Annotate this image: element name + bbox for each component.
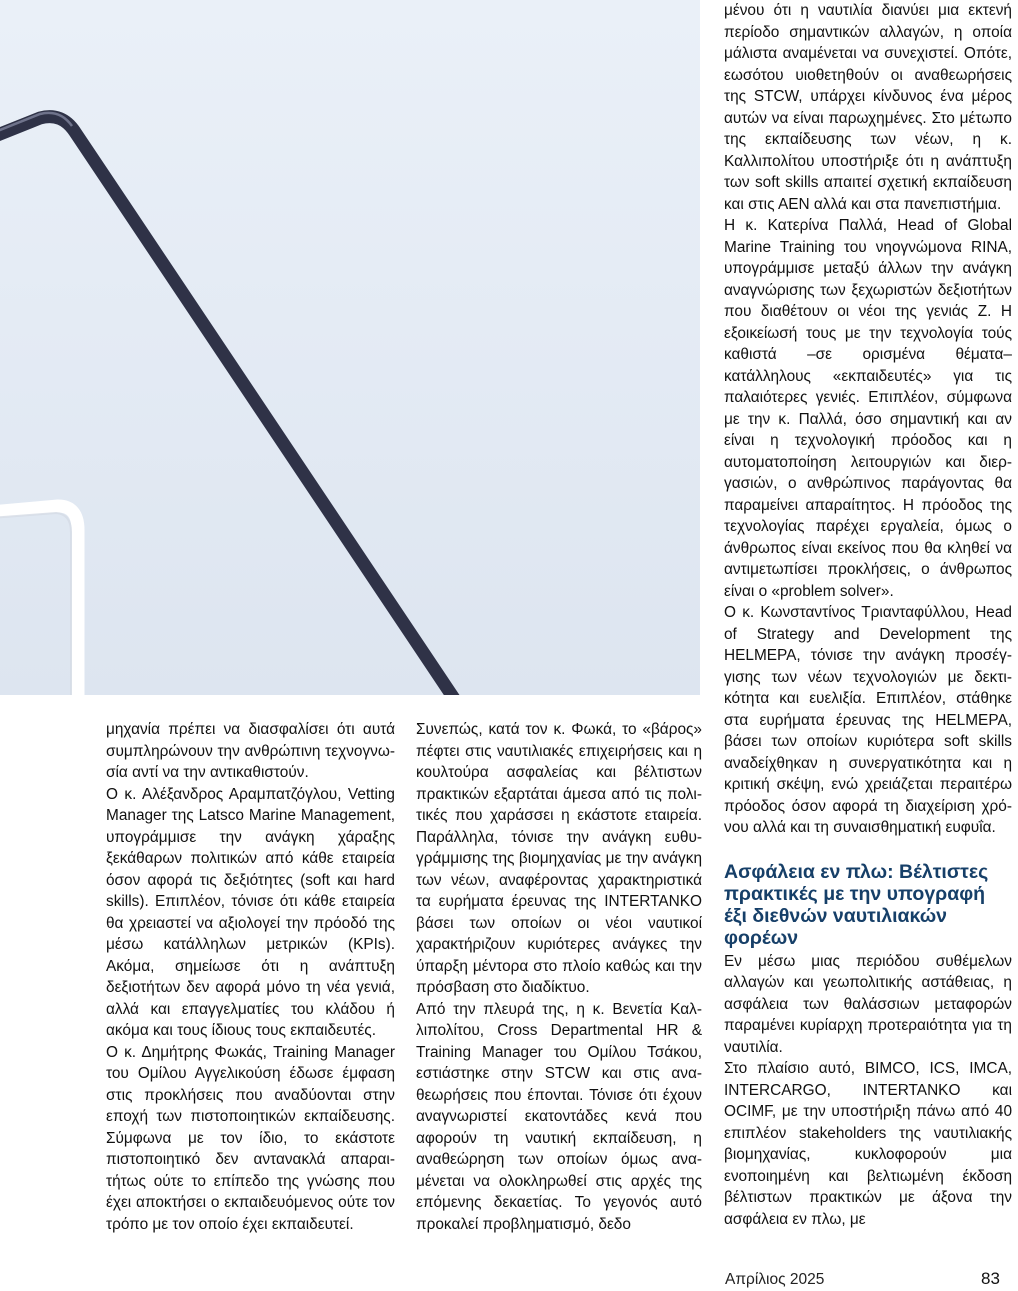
railing-illustration [0,0,700,695]
paragraph: Συνεπώς, κατά τον κ. Φωκά, το «βάρος» πέφτει στις ναυτιλιακές επιχειρήσεις και η κουλτούρα ασφαλείας και βέλτιστων πρακτικών εξαρτάται άμεσα από τις πολιτικές που χαράσσει η εκάστοτε εταιρεία. Παράλληλα, τόνισε την ανάγκη ευθυγράμμισης της βιομηχανίας με την ανάγκη των νέων, αναφέροντας χαρακτηριστικά τα ευρήματα έρευνας της INTERTANKO βάσει των οποίων οι νέοι ναυτικοί χαρακτήριζουν κυριότερες ανάγκες την ύπαρξη μέντορα στο πλοίο καθώς και την πρόσβαση στο διαδίκτυο. [416,721,702,996]
paragraph: Ο κ. Κωνσταντίνος Τριανταφύλλου, Head of Strategy and Development της HELMEPA, τόνισε την ανάγκη προσέγγισης των νέων τεχνολογιών με δεκτικότητα και ευελιξία. Επιπλέον, στάθηκε στα ευρήματα έρευνας της HELMEPA, βάσει των οποίων κυριότερα soft skills αναδείχθηκαν η συνεργατικότητα και η κριτική σκέψη, ενώ χρειάζεται περαιτέρω πρόοδος όσον αφορά τη διαχείριση χρόνου αλλά και τη συναισθηματική ευφυΐα. [724,604,1012,836]
text-column-2 [416,719,702,1235]
issue-date: Απρίλιος 2025 [725,1271,825,1288]
paragraph: Ο κ. Δημήτρης Φωκάς, Training Manager του Ομίλου Αγγελικούση έδωσε έμφαση στις προκλήσεις που αναδύονται στην εποχή των πιστοποιητικών εκπαίδευσης. Σύμφωνα με τον ίδιο, το εκάστοτε πιστοποιητικό δεν αντανακλά απαραιτήτως ούτε το επίπεδο της γνώσης που έχει αποκτήσει ο εκπαιδευόμενος ούτε τον τρόπο με τον οποίο έχει εκπαιδευτεί. [106,1043,395,1233]
photo-railing [0,0,700,695]
paragraph: Ο κ. Αλέξανδρος Αραμπατζόγλου, Vetting Manager της Latsco Marine Management, υπογράμμισε την ανάγκη χάραξης ξεκάθαρων πολιτικών από κάθε εταιρεία όσον αφορά τις δεξιότητες (soft και hard skills). Επιπλέον, τόνισε ότι κάθε εταιρεία θα χρειαστεί να αξιολογεί την πρόοδό της μέσω κατάλληλων μετρικών (KPIs). Ακόμα, σημείωσε ότι η ανάπτυξη δεξιοτήτων δεν αφορά μόνο τη νέα γενιά, αλλά και επαγγελματίες του κλάδου ή ακόμα και τους ίδιους τους εκπαιδευτές. [106,785,395,1039]
paragraph: Η κ. Κατερίνα Παλλά, Head of Global Marine Training του νηογνώμονα RINA, υπογράμμισε μεταξύ άλλων την ανάγκη αναγνώρισης των ξεχωριστών δεξιοτήτων που διαθέτουν οι νέοι της γενιάς Ζ. Η εξοικείωσή τους με την τεχνολογία τούς καθιστά –σε ορισμένα θέματα– κατάλληλους «εκπαιδευτές» για τις παλαιότερες γενιές. Επιπλέον, σύμφωνα με την κ. Παλλά, όσο σημαντική και αν είναι η τεχνολογική πρόοδος και η αυτοματοποίηση λειτουργιών και διεργασιών, ο ανθρώπινος παράγοντας θα παραμείνει απαραίτητος. Η πρόοδος της τεχνολογίας παρέχει εργαλεία, όμως ο άνθρωπος είναι εκείνος που θα κληθεί να αντιμετωπίσει προκλήσεις, ο άνθρωπος είναι ο «problem solver». [724,217,1012,600]
page-number: 83 [981,1269,1000,1288]
paragraph: μένου ότι η ναυτιλία διανύει μια εκτενή περίοδο σημαντικών αλλαγών, η οποία μάλιστα αναμένεται να συνεχιστεί. Οπότε, εωσότου υιοθετηθούν οι αναθεωρήσεις της STCW, υπάρχει κίνδυνος ένα μέρος αυτών να είναι παρωχημένες. Στο μέτωπο της εκπαίδευσης των νέων, η κ. Καλλιπολίτου υποστήριξε ότι η ανάπτυξη των soft skills απαιτεί σχετική εκπαίδευση και στις ΑΕΝ αλλά και στα πανεπιστήμια. [724,2,1012,213]
section-heading: Ασφάλεια εν πλω: Βέλτιστες πρακτικές με την υπογραφή έξι διεθνών ναυτιλιακών φορέων [724,860,989,949]
text-column-3 [724,0,1012,1230]
paragraph: μηχανία πρέπει να διασφαλίσει ότι αυτά συμπληρώνουν την ανθρώπινη τεχνογνωσία αντί να την αντικαθιστούν. [106,721,395,781]
paragraph: Εν μέσω μιας περιόδου συθέμελων αλλαγών και γεωπολιτικής αστάθειας, η ασφάλεια των θαλάσσιων μεταφορών παραμένει κυρίαρχη προτεραιότητα για τη ναυτιλία. [724,952,1012,1056]
paragraph: Από την πλευρά της, η κ. Βενετία Καλλιπολίτου, Cross Departmental HR & Training Manager του Ομίλου Τσάκου, εστιάστηκε στην STCW και στις αναθεωρήσεις που έπονται. Τόνισε ότι έχουν αναγνωριστεί εκατοντάδες κενά που αφορούν τη ναυτική εκπαίδευση, η αναθεώρηση των οποίων όμως αναμένεται να ολοκληρωθεί στις αρχές της επόμενης δεκαετίας. Το γεγονός αυτό προκαλεί προβληματισμό, δεδο [416,1000,702,1233]
text-column-1 [106,719,395,1235]
paragraph: Στο πλαίσιο αυτό, BIMCO, ICS, IMCA, INTERCARGO, INTERTANKO και OCIMF, με την υποστήριξη πάνω από 40 επιπλέον stakeholders της ναυτιλιακής βιομηχανίας, κυκλοφορούν μια ενοποιημένη και βελτιωμένη έκδοση βέλτιστων πρακτικών με άξονα την ασφάλεια εν πλω, με [724,1060,1012,1228]
